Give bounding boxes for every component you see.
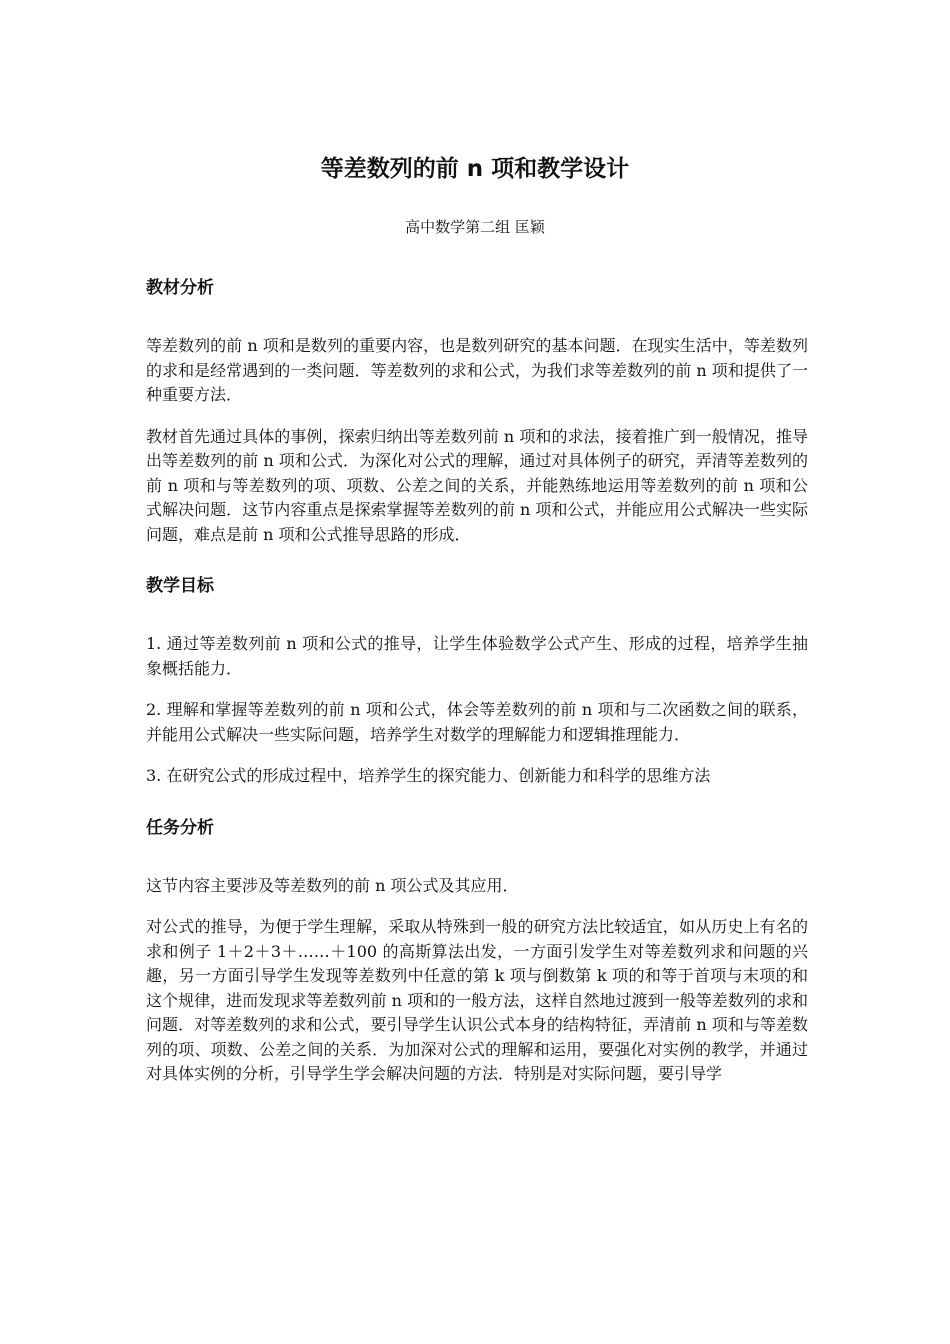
document-author: 高中数学第二组 匡颖 — [405, 218, 545, 236]
goal-item-3: 3. 在研究公式的形成过程中，培养学生的探究能力、创新能力和科学的思维方法 — [146, 766, 711, 785]
section-heading-goals: 教学目标 — [146, 576, 214, 596]
document-body — [146, 275, 808, 1087]
task-paragraph-1: 这节内容主要涉及等差数列的前 n 项公式及其应用． — [146, 875, 519, 895]
section-heading-analysis: 教材分析 — [146, 278, 214, 298]
analysis-paragraph-2: 教材首先通过具体的事例，探索归纳出等差数列前 n 项和的求法，接着推广到一般情况，推导出等差数列的前 n 项和公式．为深化对公式的理解，通过对具体例子的研究，弄清等差数列的前 n 项和与等差数列的项、项数、公差之间的关系，并能熟练地运用等差数列的前 n 项和公式解决问题．这节内容重点是探索掌握等差数列的前 n 项和公式，并能应用公式解决一些实际问题，难点是前 n 项和公式推导思路的形成． — [146, 426, 808, 544]
analysis-paragraph-1: 等差数列的前 n 项和是数列的重要内容，也是数列研究的基本问题．在现实生活中，等差数列的求和是经常遇到的一类问题．等差数列的求和公式，为我们求等差数列的前 n 项和提供了一种重要方法． — [146, 336, 808, 404]
document-title: 等差数列的前 n 项和教学设计 — [320, 156, 630, 182]
goal-item-1: 1. 通过等差数列前 n 项和公式的推导，让学生体验数学公式产生、形成的过程，培养学生抽象概括能力． — [146, 634, 808, 678]
task-paragraph-2: 对公式的推导，为便于学生理解，采取从特殊到一般的研究方法比较适宜，如从历史上有名的求和例子 1＋2＋3＋……＋100 的高斯算法出发，一方面引发学生对等差数列求和问题的兴趣，另一方面引导学生发现等差数列中任意的第 k 项与倒数第 k 项的和等于首项与末项的和这个规律，进而发现求等差数列前 n 项和的一般方法，这样自然地过渡到一般等差数列的求和问题．对等差数列的求和公式，要引导学生认识公式本身的结构特征，弄清前 n 项和与等差数列的项、项数、公差之间的关系．为加深对公式的理解和运用，要强化对实例的教学，并通过对具体实例的分析，引导学生学会解决问题的方法．特别是对实际问题，要引导学 — [146, 917, 808, 1083]
goal-item-2: 2. 理解和掌握等差数列的前 n 项和公式，体会等差数列的前 n 项和与二次函数之间的联系，并能用公式解决一些实际问题，培养学生对数学的理解能力和逻辑推理能力． — [146, 700, 808, 744]
section-heading-task: 任务分析 — [146, 817, 214, 838]
